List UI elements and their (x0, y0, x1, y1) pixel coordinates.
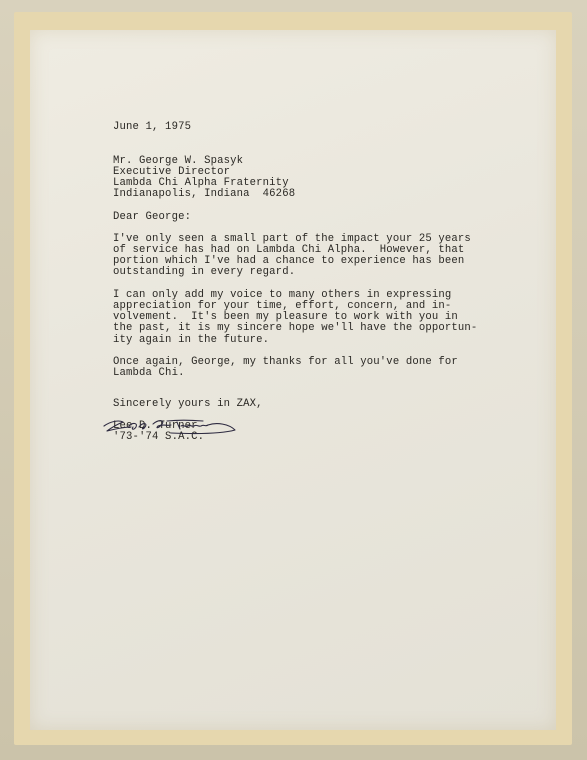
signer-title: '73-'74 S.A.C. (113, 431, 205, 444)
paragraph-3 (113, 357, 513, 379)
paragraph-line: Once again, George, my thanks for all you've done for (113, 355, 458, 368)
recipient-line: Lambda Chi Alpha Fraternity (113, 176, 289, 189)
paragraph-line: portion which I've had a chance to experience has been (113, 255, 465, 268)
letter-body (113, 120, 513, 443)
recipient-address (113, 156, 513, 201)
paragraph-line: outstanding in every regard. (113, 266, 296, 279)
recipient-line: Executive Director (113, 165, 231, 178)
paragraph-2 (113, 290, 513, 346)
paragraph-line: I can only add my voice to many others in expressing (113, 288, 452, 301)
paragraph-line: I've only seen a small part of the impact your 25 years (113, 232, 471, 245)
paragraph-line: the past, it is my sincere hope we'll have the opportun- (113, 322, 478, 335)
letter-date: June 1, 1975 (113, 121, 192, 133)
salutation: Dear George: (113, 210, 192, 223)
paragraph-line: Lambda Chi. (113, 367, 185, 380)
recipient-line: Indianapolis, Indiana 46268 (113, 188, 296, 201)
closing: Sincerely yours in ZAX, (113, 397, 263, 410)
paragraph-line: of service has had on Lambda Chi Alpha. However, that (113, 244, 465, 257)
handwritten-signature (101, 412, 241, 442)
paragraph-1 (113, 234, 513, 279)
paragraph-line: volvement. It's been my pleasure to work with you in (113, 311, 458, 324)
signer-name: Lee D. Turner (113, 419, 198, 432)
paragraph-line: ity again in the future. (113, 333, 270, 346)
recipient-line: Mr. George W. Spasyk (113, 154, 244, 167)
paragraph-line: appreciation for your time, effort, concern, and in- (113, 300, 452, 312)
